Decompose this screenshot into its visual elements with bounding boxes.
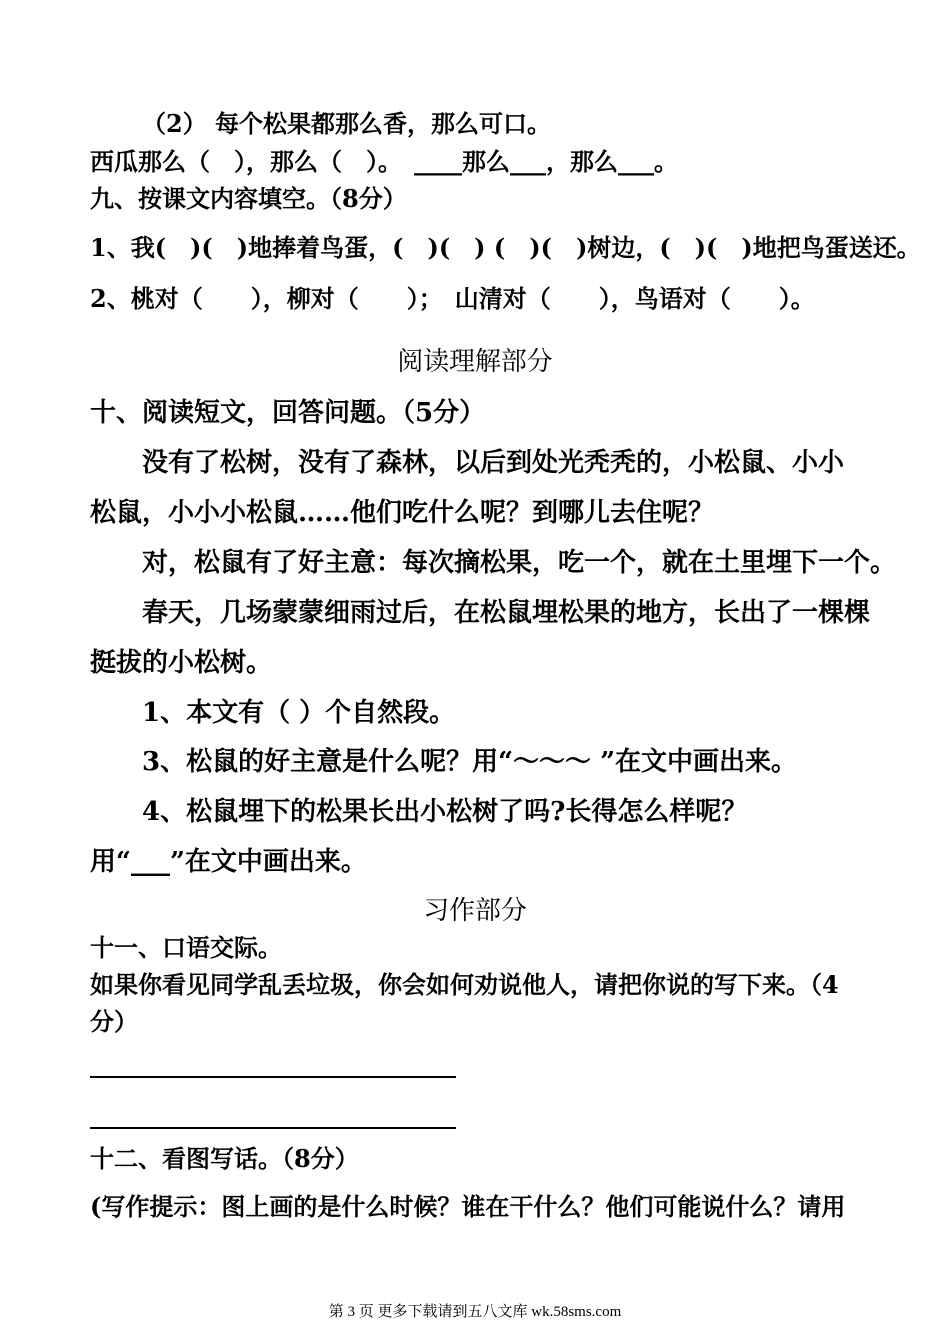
reading-question-1: 1、本文有（ ）个自然段。	[142, 698, 456, 728]
section12-title: 十二、看图写话。（8分）	[90, 1144, 359, 1173]
passage-paragraph-3-line-2: 挺拔的小松树。	[90, 648, 273, 678]
passage-paragraph-1-line-1: 没有了松树，没有了森林，以后到处光秃秃的，小松鼠、小小	[142, 448, 845, 478]
reading-question-4-line-2: 用“___”在文中画出来。	[90, 847, 367, 877]
answer-line-1	[90, 1076, 456, 1078]
reading-title: 十、阅读短文，回答问题。（5分）	[90, 398, 486, 428]
section11-prompt-line-2: 分）	[90, 1007, 138, 1036]
section8-item2: （2） 每个松果都那么香，那么可口。	[142, 109, 552, 138]
passage-paragraph-1-line-2: 松鼠，小小小松鼠……他们吃什么呢？到哪儿去住呢？	[90, 498, 715, 528]
section9-title: 九、按课文内容填空。（8分）	[90, 184, 407, 213]
section11-title: 十一、口语交际。	[90, 933, 282, 962]
page-footer: 第 3 页 更多下载请到五八文库 wk.58sms.com	[328, 1304, 622, 1320]
reading-question-4-line-1: 4、松鼠埋下的松果长出小松树了吗?长得怎么样呢？	[142, 797, 748, 827]
section8-fill-line: 西瓜那么（ ），那么（ ）。 ____那么___，那么___。	[90, 147, 678, 176]
section12-hint: (写作提示：图上画的是什么时候？谁在干什么？他们可能说什么？请用	[90, 1192, 846, 1221]
writing-section-heading: 习作部分	[423, 896, 527, 926]
answer-line-2	[90, 1127, 456, 1129]
reading-question-3: 3、松鼠的好主意是什么呢？用“～～～ ”在文中画出来。	[142, 747, 798, 777]
passage-paragraph-2: 对，松鼠有了好主意：每次摘松果，吃一个，就在土里埋下一个。	[142, 548, 897, 578]
section11-prompt-line-1: 如果你看见同学乱丢垃圾，你会如何劝说他人，请把你说的写下来。（4	[90, 970, 839, 999]
section9-question-1: 1、我( )( )地捧着鸟蛋，( )( ) ( )( )树边，( )( )地把鸟蛋送还。	[90, 233, 921, 262]
passage-paragraph-3-line-1: 春天，几场蒙蒙细雨过后，在松鼠埋松果的地方，长出了一棵棵	[142, 598, 871, 628]
reading-section-heading: 阅读理解部分	[397, 347, 553, 377]
section9-question-2: 2、桃对（ ），柳对（ ）； 山清对（ ），鸟语对（ ）。	[90, 284, 815, 313]
